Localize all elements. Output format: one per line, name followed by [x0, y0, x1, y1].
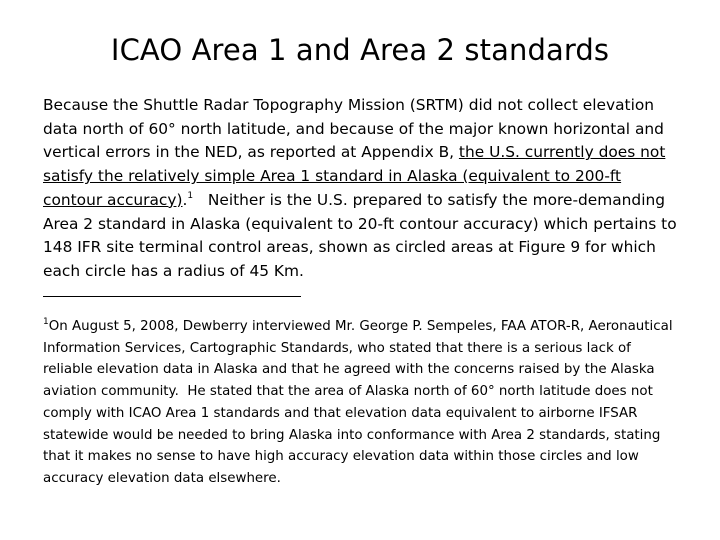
footnote-text: On August 5, 2008, Dewberry interviewed Mr. George P. Sempeles, FAA ATOR-R, Aeronautical Information Services, Cartographic Standards, who stated that there is a serious lack of reliable elevation data in Alaska and that he agreed with the concerns raised by the Alaska aviation community. He stated that the area of Alaska north of 60° north latitude does not comply with ICAO Area 1 standards and that elevation data equivalent to airborne IFSAR statewide would be needed to bring Alaska into conformance with Area 2 standards, stating that it makes no sense to have high accuracy elevation data within those circles and low accuracy elevation data elsewhere. [43, 319, 677, 486]
footnote [43, 316, 683, 490]
footnote-marker: 1 [43, 316, 49, 327]
slide-title: ICAO Area 1 and Area 2 standards [110, 33, 610, 67]
body-paragraph [43, 94, 683, 284]
body-text-underlined: the U.S. currently does not satisfy the relatively simple Area 1 standard in Alaska (equivalent to 200-ft contour accuracy) [43, 143, 666, 209]
body-text-part2: . [182, 190, 188, 209]
body-text-part3: Neither is the U.S. prepared to satisfy the more-demanding Area 2 standard in Alaska (equivalent to 20-ft contour accuracy) which pertains to 148 IFR site terminal control areas, shown as circled areas at Figure 9 for which each circle has a radius of 45 Km. [43, 190, 682, 280]
body-text-part1: Because the Shuttle Radar Topography Mission (SRTM) did not collect elevation data north of 60° north latitude, and because of the major known horizontal and vertical errors in the NED, as reported at Appendix B, [43, 96, 664, 162]
footnote-reference: 1 [187, 190, 194, 201]
footnote-separator [43, 296, 301, 297]
